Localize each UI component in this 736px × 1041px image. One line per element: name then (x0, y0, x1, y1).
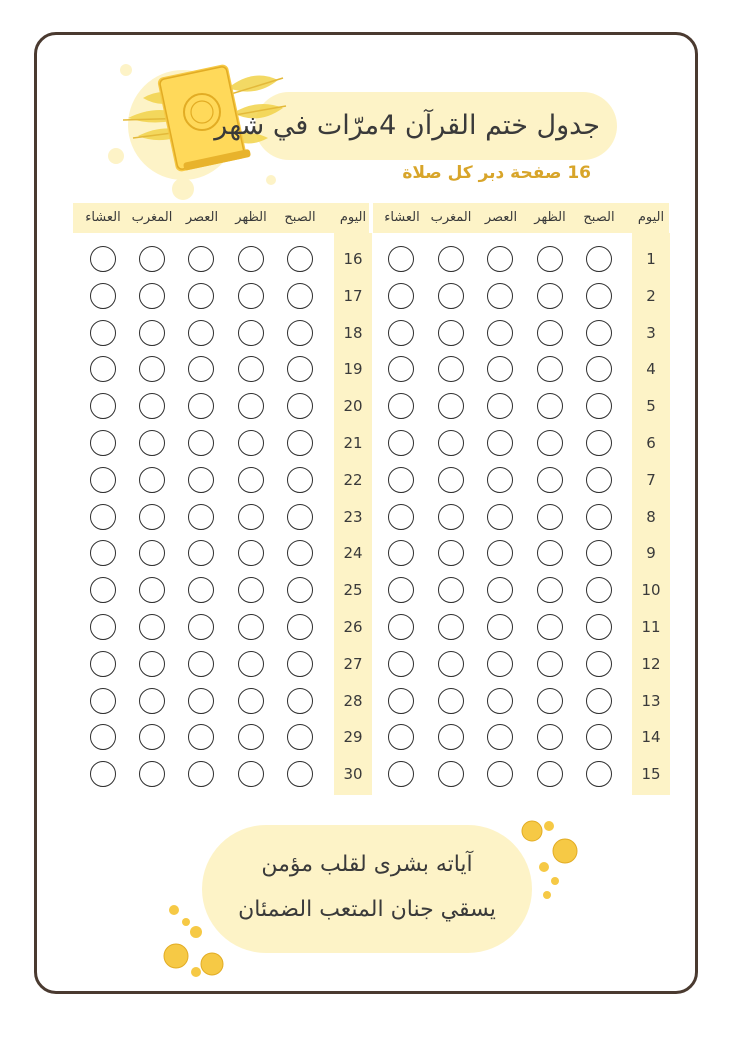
day-number-right: 10 (641, 581, 661, 600)
prayer-checkbox[interactable] (586, 761, 612, 787)
prayer-checkbox[interactable] (238, 246, 264, 272)
day-number-right: 5 (646, 397, 656, 416)
header-isha: العشاء (85, 210, 121, 225)
prayer-checkbox[interactable] (487, 651, 513, 677)
prayer-checkbox[interactable] (586, 577, 612, 603)
prayer-checkbox[interactable] (139, 393, 165, 419)
prayer-checkbox[interactable] (238, 614, 264, 640)
prayer-checkbox[interactable] (238, 283, 264, 309)
day-number-left: 20 (343, 397, 363, 416)
prayer-checkbox[interactable] (586, 246, 612, 272)
prayer-checkbox[interactable] (388, 614, 414, 640)
prayer-checkbox[interactable] (139, 283, 165, 309)
prayer-checkbox[interactable] (487, 430, 513, 456)
prayer-checkbox[interactable] (586, 651, 612, 677)
page-subtitle: 16 صفحة دبر كل صلاة (402, 163, 591, 183)
header-day: اليوم (637, 210, 665, 225)
header-dhuhr: الظهر (235, 210, 267, 225)
prayer-checkbox[interactable] (487, 688, 513, 714)
prayer-checkbox[interactable] (90, 688, 116, 714)
prayer-checkbox[interactable] (287, 761, 313, 787)
prayer-checkbox[interactable] (238, 504, 264, 530)
prayer-checkbox[interactable] (487, 246, 513, 272)
prayer-checkbox[interactable] (139, 430, 165, 456)
prayer-checkbox[interactable] (388, 393, 414, 419)
prayer-checkbox[interactable] (188, 246, 214, 272)
day-number-right: 6 (646, 434, 656, 452)
poem-background (202, 825, 532, 953)
prayer-checkbox[interactable] (388, 320, 414, 346)
prayer-checkbox[interactable] (238, 467, 264, 493)
prayer-checkbox[interactable] (90, 320, 116, 346)
header-fajr: الصبح (583, 210, 615, 225)
prayer-checkbox[interactable] (586, 688, 612, 714)
day-number-right: 13 (641, 691, 661, 710)
prayer-checkbox[interactable] (388, 283, 414, 309)
header-isha: العشاء (384, 210, 420, 225)
prayer-checkbox[interactable] (537, 614, 563, 640)
day-number-left: 28 (343, 691, 363, 710)
day-number-right: 1 (646, 250, 656, 268)
prayer-checkbox[interactable] (586, 467, 612, 493)
prayer-checkbox[interactable] (90, 246, 116, 272)
prayer-checkbox[interactable] (238, 651, 264, 677)
prayer-checkbox[interactable] (188, 761, 214, 787)
prayer-checkbox[interactable] (388, 651, 414, 677)
prayer-checkbox[interactable] (90, 283, 116, 309)
day-number-left: 23 (343, 507, 363, 526)
prayer-checkbox[interactable] (438, 467, 464, 493)
prayer-checkbox[interactable] (139, 577, 165, 603)
day-number-right: 2 (646, 286, 656, 305)
prayer-checkbox[interactable] (90, 577, 116, 603)
prayer-checkbox[interactable] (238, 761, 264, 787)
prayer-checkbox[interactable] (438, 651, 464, 677)
day-number-right: 15 (641, 765, 661, 784)
prayer-checkbox[interactable] (188, 430, 214, 456)
prayer-checkbox[interactable] (537, 577, 563, 603)
day-number-right: 9 (646, 544, 656, 563)
prayer-checkbox[interactable] (188, 577, 214, 603)
prayer-checkbox[interactable] (90, 614, 116, 640)
prayer-checkbox[interactable] (537, 283, 563, 309)
day-number-left: 22 (343, 470, 363, 489)
prayer-checkbox[interactable] (438, 320, 464, 346)
prayer-checkbox[interactable] (188, 614, 214, 640)
prayer-checkbox[interactable] (487, 504, 513, 530)
prayer-checkbox[interactable] (388, 688, 414, 714)
prayer-checkbox[interactable] (487, 283, 513, 309)
prayer-checkbox[interactable] (188, 320, 214, 346)
prayer-checkbox[interactable] (438, 504, 464, 530)
prayer-checkbox[interactable] (238, 430, 264, 456)
prayer-checkbox[interactable] (487, 761, 513, 787)
prayer-checkbox[interactable] (537, 504, 563, 530)
prayer-checkbox[interactable] (139, 761, 165, 787)
header-maghrib: المغرب (131, 210, 173, 225)
day-number-right: 7 (646, 470, 656, 489)
prayer-checkbox[interactable] (586, 393, 612, 419)
prayer-checkbox[interactable] (90, 393, 116, 419)
prayer-checkbox[interactable] (438, 688, 464, 714)
prayer-checkbox[interactable] (90, 504, 116, 530)
prayer-checkbox[interactable] (487, 467, 513, 493)
day-number-right: 14 (641, 728, 661, 747)
header-fajr: الصبح (284, 210, 316, 225)
prayer-checkbox[interactable] (537, 651, 563, 677)
golden-bubbles-icon (158, 900, 238, 980)
prayer-checkbox[interactable] (287, 651, 313, 677)
header-dhuhr: الظهر (534, 210, 566, 225)
day-number-left: 21 (343, 434, 363, 452)
prayer-checkbox[interactable] (188, 504, 214, 530)
prayer-checkbox[interactable] (287, 283, 313, 309)
day-number-right: 11 (641, 618, 661, 636)
prayer-checkbox[interactable] (238, 688, 264, 714)
prayer-checkbox[interactable] (537, 467, 563, 493)
prayer-checkbox[interactable] (388, 467, 414, 493)
prayer-checkbox[interactable] (537, 320, 563, 346)
golden-bubbles-icon (515, 815, 585, 905)
prayer-checkbox[interactable] (487, 320, 513, 346)
prayer-checkbox[interactable] (388, 577, 414, 603)
prayer-checkbox[interactable] (287, 393, 313, 419)
decor-bubble (172, 178, 194, 200)
poem-line-1: آياته بشرى لقلب مؤمن (261, 852, 473, 877)
prayer-checkbox[interactable] (586, 430, 612, 456)
poem-line-2: يسقي جنان المتعب الضمئان (238, 897, 496, 922)
prayer-checkbox[interactable] (287, 430, 313, 456)
day-number-left: 30 (343, 765, 363, 784)
prayer-checkbox[interactable] (90, 651, 116, 677)
prayer-checkbox[interactable] (287, 246, 313, 272)
prayer-checkbox[interactable] (188, 688, 214, 714)
header-asr: العصر (185, 210, 219, 225)
prayer-checkbox[interactable] (188, 467, 214, 493)
prayer-checkbox[interactable] (438, 577, 464, 603)
prayer-checkbox[interactable] (537, 393, 563, 419)
prayer-checkbox[interactable] (438, 761, 464, 787)
day-number-left: 24 (343, 544, 363, 563)
prayer-checkbox[interactable] (287, 504, 313, 530)
prayer-checkbox[interactable] (537, 688, 563, 714)
prayer-checkbox[interactable] (238, 320, 264, 346)
day-number-right: 4 (646, 360, 656, 379)
prayer-checkbox[interactable] (287, 688, 313, 714)
header-day: اليوم (339, 210, 367, 225)
prayer-checkbox[interactable] (438, 283, 464, 309)
prayer-checkbox[interactable] (287, 320, 313, 346)
prayer-checkbox[interactable] (139, 688, 165, 714)
prayer-checkbox[interactable] (388, 761, 414, 787)
prayer-checkbox[interactable] (238, 577, 264, 603)
prayer-checkbox[interactable] (139, 614, 165, 640)
prayer-checkbox[interactable] (388, 246, 414, 272)
prayer-checkbox[interactable] (90, 467, 116, 493)
header-maghrib: المغرب (430, 210, 472, 225)
prayer-checkbox[interactable] (537, 430, 563, 456)
prayer-checkbox[interactable] (139, 246, 165, 272)
prayer-checkbox[interactable] (586, 320, 612, 346)
day-number-left: 17 (343, 286, 363, 305)
prayer-checkbox[interactable] (139, 467, 165, 493)
day-number-left: 18 (343, 323, 363, 342)
page-title: جدول ختم القرآن 4مرّات في شهر (214, 110, 600, 141)
header-asr: العصر (484, 210, 518, 225)
day-number-left: 26 (343, 618, 363, 636)
prayer-checkbox[interactable] (586, 504, 612, 530)
prayer-checkbox[interactable] (139, 504, 165, 530)
prayer-checkbox[interactable] (388, 504, 414, 530)
day-number-left: 29 (343, 728, 363, 747)
prayer-checkbox[interactable] (586, 614, 612, 640)
day-number-left: 19 (343, 360, 363, 379)
prayer-checkbox[interactable] (537, 761, 563, 787)
prayer-checkbox[interactable] (487, 393, 513, 419)
prayer-checkbox[interactable] (438, 430, 464, 456)
prayer-checkbox[interactable] (238, 393, 264, 419)
prayer-checkbox[interactable] (90, 761, 116, 787)
prayer-checkbox[interactable] (388, 430, 414, 456)
prayer-checkbox[interactable] (287, 467, 313, 493)
prayer-checkbox[interactable] (188, 283, 214, 309)
prayer-checkbox[interactable] (139, 320, 165, 346)
prayer-checkbox[interactable] (287, 577, 313, 603)
prayer-checkbox[interactable] (487, 577, 513, 603)
day-number-left: 27 (343, 654, 363, 673)
prayer-checkbox[interactable] (586, 283, 612, 309)
prayer-checkbox[interactable] (438, 246, 464, 272)
day-number-right: 12 (641, 654, 661, 673)
day-number-left: 16 (343, 250, 363, 268)
prayer-checkbox[interactable] (287, 614, 313, 640)
day-number-right: 3 (646, 323, 656, 342)
prayer-checkbox[interactable] (438, 393, 464, 419)
prayer-checkbox[interactable] (188, 651, 214, 677)
prayer-checkbox[interactable] (139, 651, 165, 677)
day-number-left: 25 (343, 581, 363, 600)
prayer-checkbox[interactable] (487, 614, 513, 640)
day-number-right: 8 (646, 507, 656, 526)
prayer-checkbox[interactable] (188, 393, 214, 419)
prayer-checkbox[interactable] (90, 430, 116, 456)
prayer-checkbox[interactable] (438, 614, 464, 640)
prayer-checkbox[interactable] (537, 246, 563, 272)
